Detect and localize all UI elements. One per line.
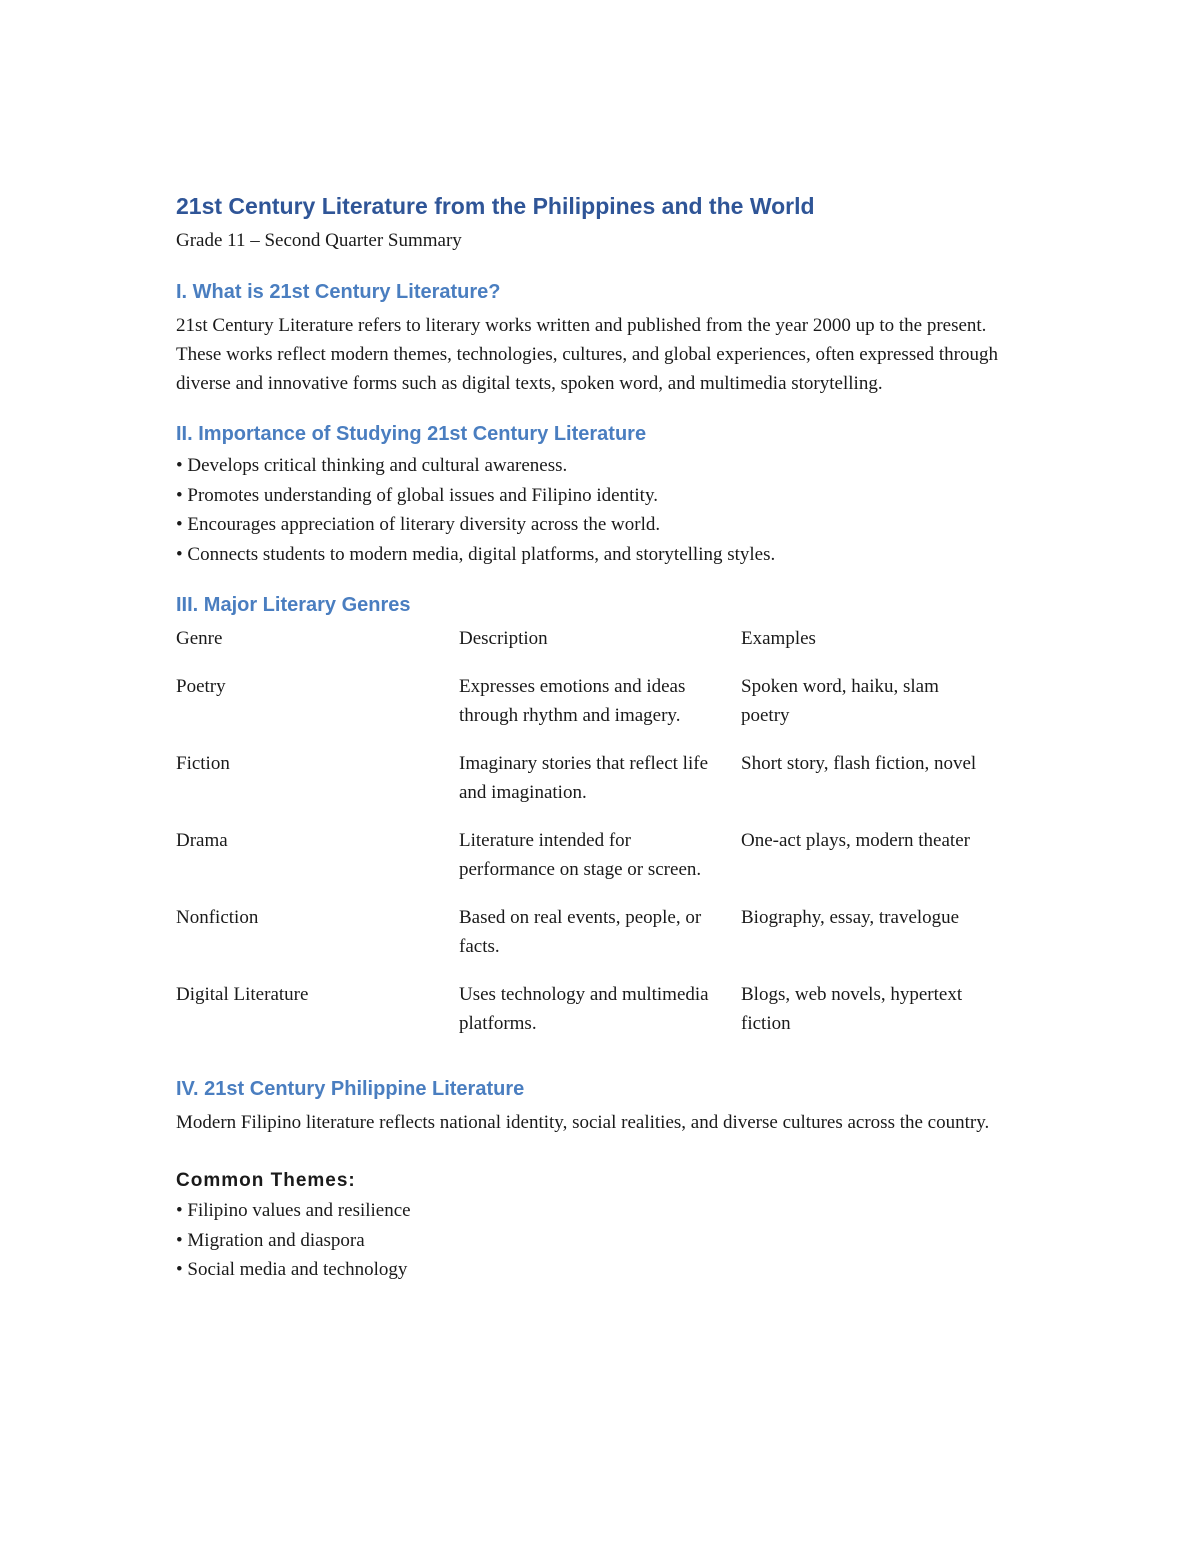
cell-examples: Short story, flash fiction, novel [741, 753, 977, 774]
section-heading-philippine-literature: IV. 21st Century Philippine Literature [176, 1078, 525, 1100]
cell-examples: Blogs, web novels, hypertext fiction [741, 984, 963, 1034]
cell-examples: Biography, essay, travelogue [741, 907, 960, 928]
cell-description: Imaginary stories that reflect life and imagination. [459, 753, 709, 803]
importance-list [176, 451, 1026, 569]
column-header-description: Description [459, 628, 548, 649]
cell-examples: One-act plays, modern theater [741, 830, 970, 851]
section-genres [176, 589, 1026, 1057]
cell-description: Based on real events, people, or facts. [459, 907, 702, 957]
cell-genre: Poetry [176, 676, 226, 697]
table-row [176, 749, 1022, 826]
section-heading-genres: III. Major Literary Genres [176, 594, 411, 616]
section-importance [176, 418, 1026, 569]
document-subtitle: Grade 11 – Second Quarter Summary [176, 230, 462, 251]
list-item: • Promotes understanding of global issues and Filipino identity. [176, 484, 658, 506]
section-what-is [176, 276, 1026, 398]
table-row [176, 903, 1022, 980]
table-header-row [176, 624, 1022, 672]
list-item: • Connects students to modern media, digital platforms, and storytelling styles. [176, 543, 776, 565]
section-paragraph-philippine-literature: Modern Filipino literature reflects national identity, social realities, and diverse cultures across the country. [176, 1112, 990, 1133]
document-title: 21st Century Literature from the Philippines and the World [176, 193, 815, 219]
cell-description: Expresses emotions and ideas through rhythm and imagery. [459, 676, 686, 726]
table-row [176, 826, 1022, 903]
section-heading-what-is: I. What is 21st Century Literature? [176, 281, 501, 303]
document-page [176, 188, 1026, 1285]
section-heading-importance: II. Importance of Studying 21st Century Literature [176, 423, 647, 445]
list-item: • Develops critical thinking and cultural awareness. [176, 455, 568, 476]
column-header-examples: Examples [741, 628, 816, 649]
section-philippine-literature [176, 1073, 1026, 1285]
themes-heading: Common Themes: [176, 1170, 356, 1191]
column-header-genre: Genre [176, 628, 223, 649]
themes-list [176, 1196, 1026, 1285]
cell-description: Uses technology and multimedia platforms. [459, 984, 709, 1034]
cell-genre: Nonfiction [176, 907, 259, 928]
list-item: • Encourages appreciation of literary diversity across the world. [176, 514, 661, 535]
cell-description: Literature intended for performance on stage or screen. [459, 830, 702, 880]
cell-genre: Digital Literature [176, 984, 309, 1005]
section-paragraph-what-is: 21st Century Literature refers to literary works written and published from the year 2000 up to the present. These works reflect modern themes, technologies, cultures, and global experiences, often expressed through diverse and innovative forms such as digital texts, spoken word, and multimedia storytelling. [176, 315, 999, 394]
genres-table [176, 624, 1022, 1057]
table-row [176, 980, 1022, 1057]
list-item: • Filipino values and resilience [176, 1200, 411, 1221]
list-item: • Social media and technology [176, 1259, 408, 1280]
cell-genre: Fiction [176, 753, 230, 774]
cell-examples: Spoken word, haiku, slam poetry [741, 676, 939, 726]
list-item: • Migration and diaspora [176, 1229, 365, 1251]
table-row [176, 672, 1022, 749]
cell-genre: Drama [176, 830, 228, 851]
